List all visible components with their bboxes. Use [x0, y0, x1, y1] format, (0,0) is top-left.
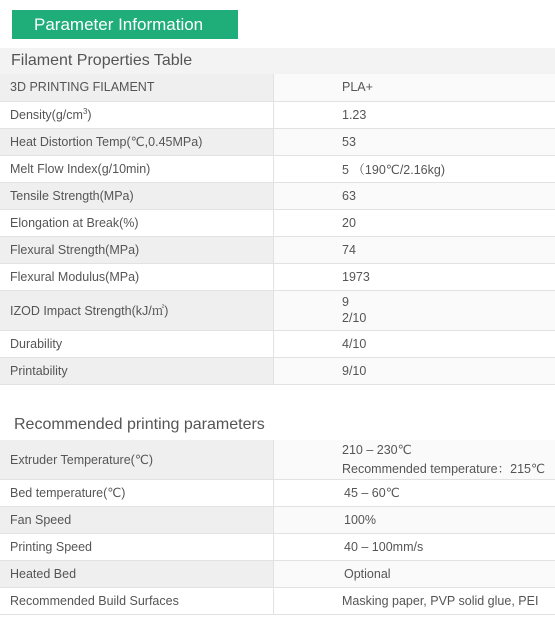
property-label: Printability — [0, 357, 274, 384]
property-label: Fan Speed — [0, 506, 274, 533]
property-label: Durability — [0, 330, 274, 357]
property-label: Flexural Strength(MPa) — [0, 236, 274, 263]
printing-parameters-table — [0, 440, 555, 615]
property-value: 20 — [274, 209, 555, 236]
filament-properties-table — [0, 74, 555, 385]
table-row — [0, 330, 555, 357]
property-value: 210 – 230℃ Recommended temperature：215℃ — [274, 440, 555, 479]
table-row — [0, 182, 555, 209]
property-label: Extruder Temperature(℃) — [0, 440, 274, 479]
property-value: 74 — [274, 236, 555, 263]
table-row — [0, 155, 555, 182]
table-row — [0, 236, 555, 263]
table-row — [0, 506, 555, 533]
property-label: $Density(g/cm^3)$ — [0, 101, 274, 128]
property-value: 1.23 — [274, 101, 555, 128]
property-label: Heat Distortion Temp(℃,0.45MPa) — [0, 128, 274, 155]
property-value: 40 – 100mm/s — [274, 533, 555, 560]
property-label: Flexural Modulus(MPa) — [0, 263, 274, 290]
parameter-information-banner: Parameter Information — [12, 10, 238, 39]
printing-parameters-title: Recommended printing parameters — [0, 412, 555, 438]
table-row — [0, 479, 555, 506]
table-row — [0, 357, 555, 384]
property-label: Tensile Strength(MPa) — [0, 182, 274, 209]
table-row — [0, 560, 555, 587]
table-row — [0, 101, 555, 128]
property-value: 100% — [274, 506, 555, 533]
filament-properties-title: Filament Properties Table — [0, 48, 555, 74]
property-label: Elongation at Break(%) — [0, 209, 274, 236]
property-label: Printing Speed — [0, 533, 274, 560]
property-label: 3D PRINTING FILAMENT — [0, 74, 274, 101]
table-row — [0, 587, 555, 614]
property-value: 63 — [274, 182, 555, 209]
property-label: Melt Flow Index(g/10min) — [0, 155, 274, 182]
property-value: PLA+ — [274, 74, 555, 101]
table-row — [0, 440, 555, 479]
property-value: 53 — [274, 128, 555, 155]
property-value: 4/10 — [274, 330, 555, 357]
property-label: IZOD Impact Strength(kJ/㎡) — [0, 290, 274, 330]
property-value: 1973 — [274, 263, 555, 290]
property-value: Masking paper, PVP solid glue, PEI — [274, 587, 555, 614]
table-row — [0, 263, 555, 290]
table-row — [0, 209, 555, 236]
property-label: Heated Bed — [0, 560, 274, 587]
table-row — [0, 533, 555, 560]
table-row — [0, 74, 555, 101]
property-value: 45 – 60℃ — [274, 479, 555, 506]
property-label: Recommended Build Surfaces — [0, 587, 274, 614]
property-label: Bed temperature(℃) — [0, 479, 274, 506]
property-value: Optional — [274, 560, 555, 587]
property-value: 5 （190℃/2.16kg) — [274, 155, 555, 182]
table-row — [0, 128, 555, 155]
property-value: 9 2/10 — [274, 290, 555, 330]
table-row — [0, 290, 555, 330]
property-value: 9/10 — [274, 357, 555, 384]
